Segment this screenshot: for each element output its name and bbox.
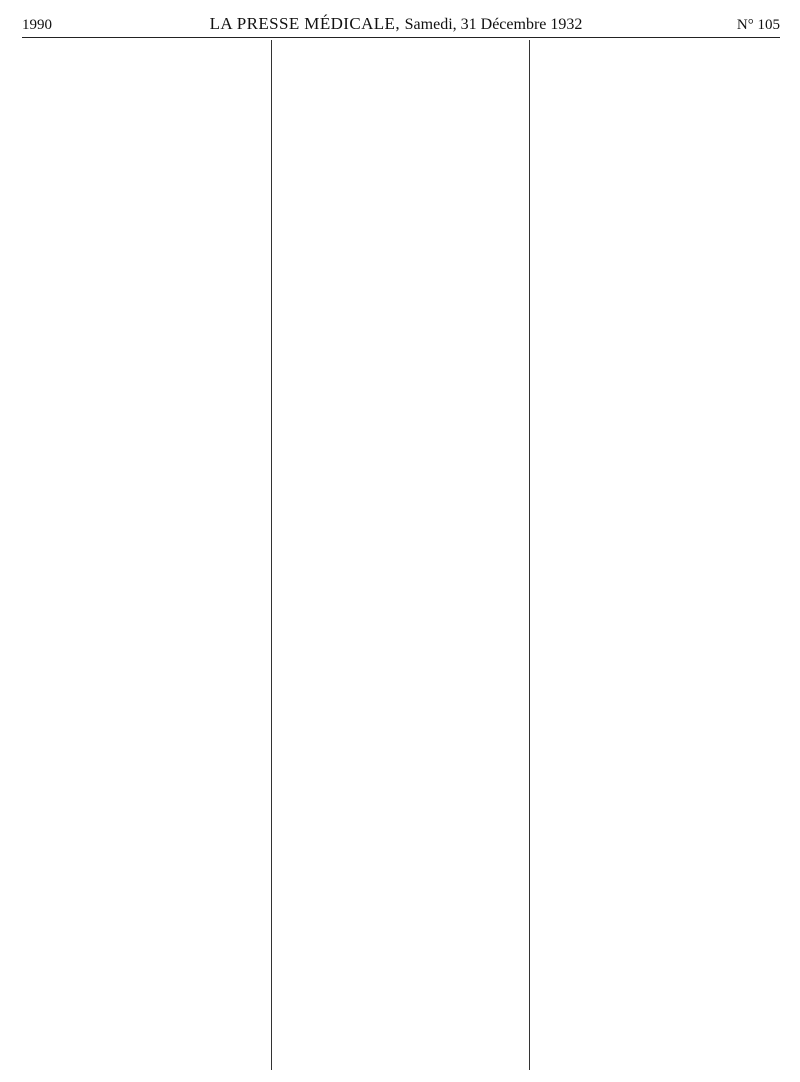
newspaper-page xyxy=(22,8,780,1074)
issue-date: Samedi, 31 Décembre 1932 xyxy=(404,16,583,33)
column-2 xyxy=(280,40,520,1070)
article-columns xyxy=(22,40,780,1070)
column-rule xyxy=(271,40,272,1070)
publication-name: LA PRESSE MÉDICALE, xyxy=(209,14,400,33)
page-header xyxy=(22,8,780,38)
header-page-number: 1990 xyxy=(22,17,52,33)
column-1 xyxy=(22,40,262,1070)
column-rule xyxy=(529,40,530,1070)
column-3 xyxy=(538,40,780,1070)
issue-number: N° 105 xyxy=(736,17,780,33)
header-title xyxy=(82,14,710,34)
